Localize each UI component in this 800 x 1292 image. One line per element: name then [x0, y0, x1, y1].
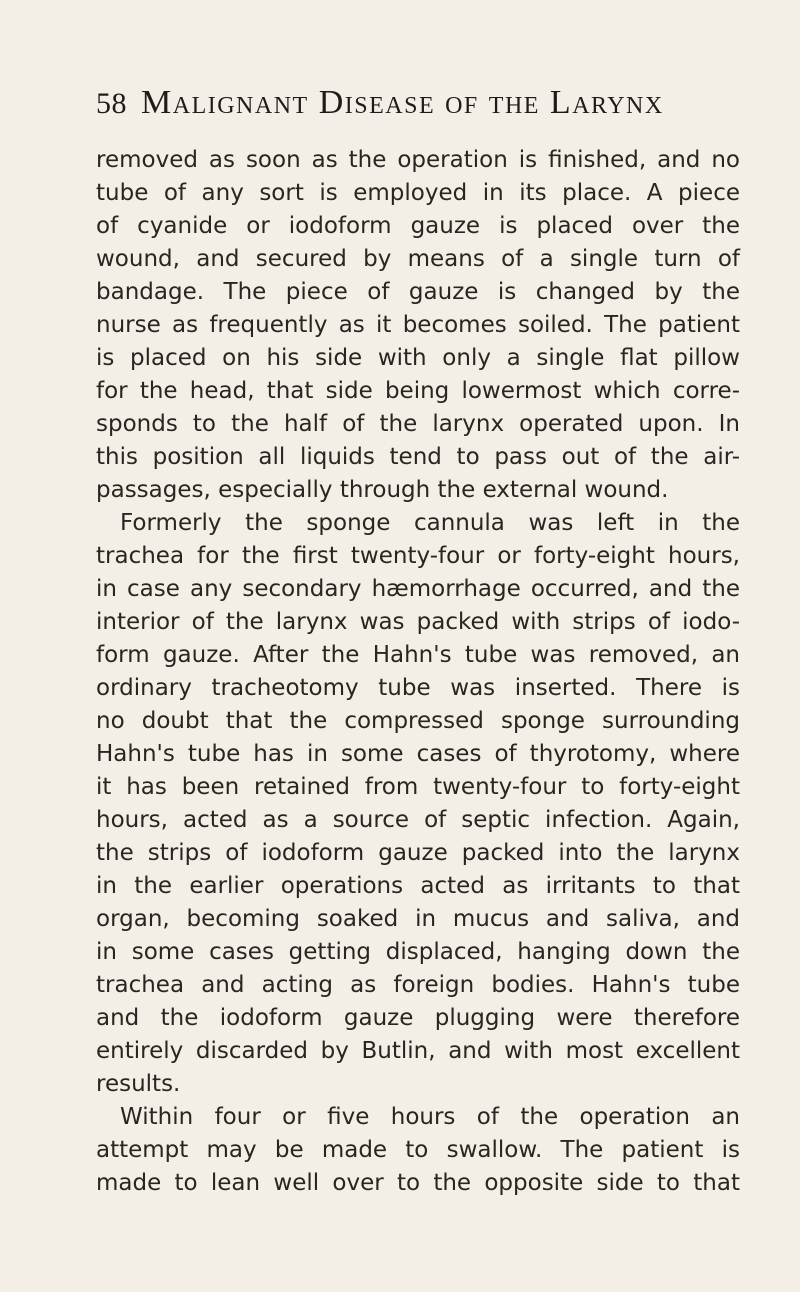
text-line: bandage. The piece of gauze is changed by the [96, 279, 740, 305]
text-line: the strips of iodoform gauze packed into the larynx [96, 840, 740, 866]
text-line: passages, especially through the external wound. [96, 477, 669, 503]
text-line: interior of the larynx was packed with strips of iodo- [96, 609, 740, 635]
text-line: nurse as frequently as it becomes soiled. The patient [96, 312, 740, 338]
text-line: attempt may be made to swallow. The patient is [96, 1137, 740, 1163]
text-line: made to lean well over to the opposite side to that [96, 1170, 740, 1196]
text-line: Formerly the sponge cannula was left in the [120, 510, 740, 536]
text-line: organ, becoming soaked in mucus and saliva, and [96, 906, 740, 932]
body-text [96, 144, 740, 1200]
text-line: is placed on his side with only a single flat pillow [96, 345, 740, 371]
page-number: 58 [96, 87, 127, 120]
text-line: in case any secondary hæmorrhage occurred, and the [96, 576, 740, 602]
text-line: results. [96, 1071, 181, 1097]
text-line: removed as soon as the operation is finished, and no [96, 147, 740, 173]
text-line: hours, acted as a source of septic infection. Again, [96, 807, 740, 833]
text-line: trachea and acting as foreign bodies. Hahn's tube [96, 972, 740, 998]
running-title: Malignant Disease of the Larynx [141, 84, 664, 121]
text-line: trachea for the first twenty-four or forty-eight hours, [96, 543, 740, 569]
text-line: entirely discarded by Butlin, and with most excellent [96, 1038, 740, 1064]
text-line: for the head, that side being lowermost which corre- [96, 378, 740, 404]
text-line: of cyanide or iodoform gauze is placed over the [96, 213, 740, 239]
text-line: ordinary tracheotomy tube was inserted. There is [96, 675, 740, 701]
text-line: Hahn's tube has in some cases of thyrotomy, where [96, 741, 740, 767]
text-line: in the earlier operations acted as irritants to that [96, 873, 740, 899]
text-line: and the iodoform gauze plugging were therefore [96, 1005, 740, 1031]
text-line: it has been retained from twenty-four to forty-eight [96, 774, 740, 800]
text-line: this position all liquids tend to pass out of the air- [96, 444, 740, 470]
text-line: sponds to the half of the larynx operated upon. In [96, 411, 740, 437]
text-line: form gauze. After the Hahn's tube was removed, an [96, 642, 740, 668]
page-header [96, 84, 716, 124]
text-line: Within four or five hours of the operation an [120, 1104, 740, 1130]
text-line: tube of any sort is employed in its place. A piece [96, 180, 740, 206]
text-line: in some cases getting displaced, hanging down the [96, 939, 740, 965]
text-line: wound, and secured by means of a single turn of [96, 246, 740, 272]
text-line: no doubt that the compressed sponge surrounding [96, 708, 740, 734]
